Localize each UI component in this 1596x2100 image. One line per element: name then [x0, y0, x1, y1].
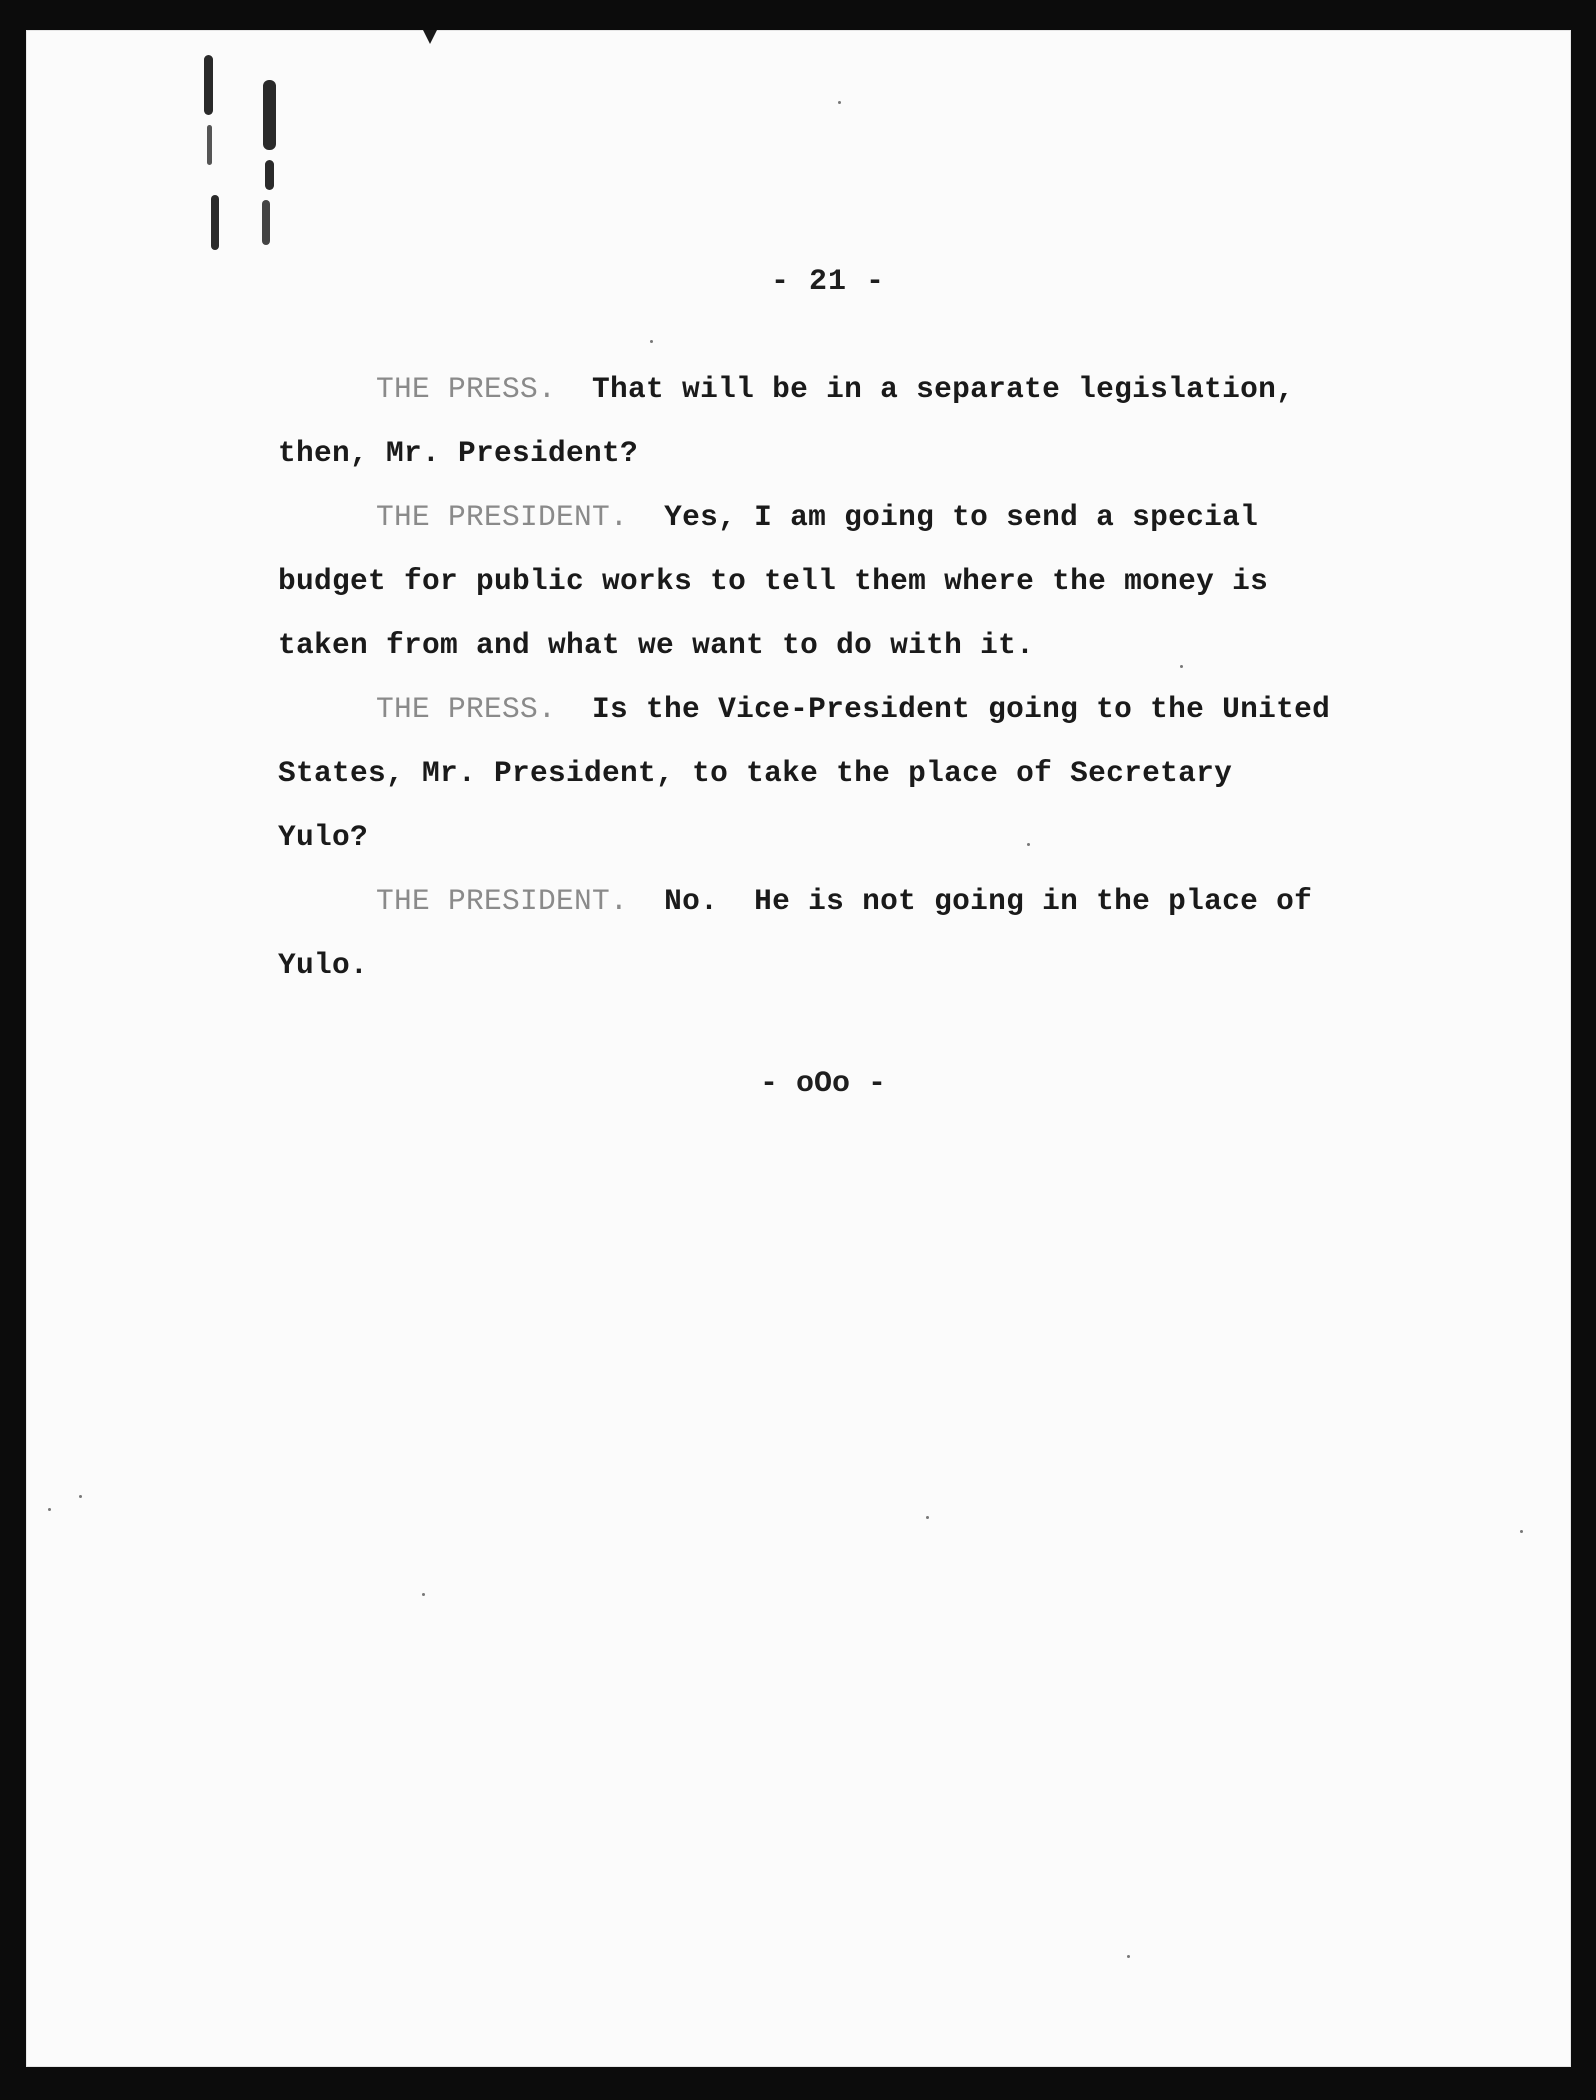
- transcript-line: [278, 677, 1428, 741]
- transcript-line: [278, 357, 1428, 421]
- scan-speck: [79, 1495, 82, 1498]
- binder-hole-mark: [211, 195, 219, 250]
- speaker-label: THE PRESIDENT.: [376, 884, 629, 918]
- transcript-line: [278, 485, 1428, 549]
- speaker-label: THE PRESIDENT.: [376, 500, 629, 534]
- speaker-label: THE PRESS.: [376, 372, 557, 406]
- binder-hole-mark: [265, 160, 274, 190]
- transcript-body: [278, 357, 1428, 997]
- transcript-line: [278, 869, 1428, 933]
- binder-hole-mark: [207, 125, 212, 165]
- scan-speck: [1520, 1530, 1523, 1533]
- binder-hole-mark: [263, 80, 276, 150]
- transcript-line: States, Mr. President, to take the place of Secretary: [278, 756, 1233, 790]
- scan-speck: [1027, 843, 1030, 846]
- end-mark: - oOo -: [759, 1067, 887, 1101]
- speech-text: Yes, I am going to send a special: [664, 500, 1259, 534]
- page-number: - 21 -: [770, 265, 886, 299]
- transcript-line: taken from and what we want to do with it.: [278, 628, 1035, 662]
- scan-speck: [1180, 665, 1183, 668]
- scan-speck: [1127, 1955, 1130, 1958]
- scan-speck: [650, 340, 653, 343]
- transcript-line: Yulo.: [278, 948, 369, 982]
- speech-text: That will be in a separate legislation,: [592, 372, 1295, 406]
- speaker-label: THE PRESS.: [376, 692, 557, 726]
- transcript-line: budget for public works to tell them where the money is: [278, 564, 1269, 598]
- speech-text: No. He is not going in the place of: [664, 884, 1313, 918]
- scan-speck: [422, 1593, 425, 1596]
- speech-text: Is the Vice-President going to the United: [592, 692, 1331, 726]
- document-page: [26, 30, 1571, 2067]
- binder-hole-mark: [204, 55, 213, 115]
- transcript-line: Yulo?: [278, 820, 369, 854]
- scan-speck: [48, 1508, 51, 1511]
- transcript-line: then, Mr. President?: [278, 436, 639, 470]
- scan-speck: [838, 101, 841, 104]
- scan-speck: [926, 1516, 929, 1519]
- film-notch: [423, 30, 437, 44]
- binder-hole-mark: [262, 200, 270, 245]
